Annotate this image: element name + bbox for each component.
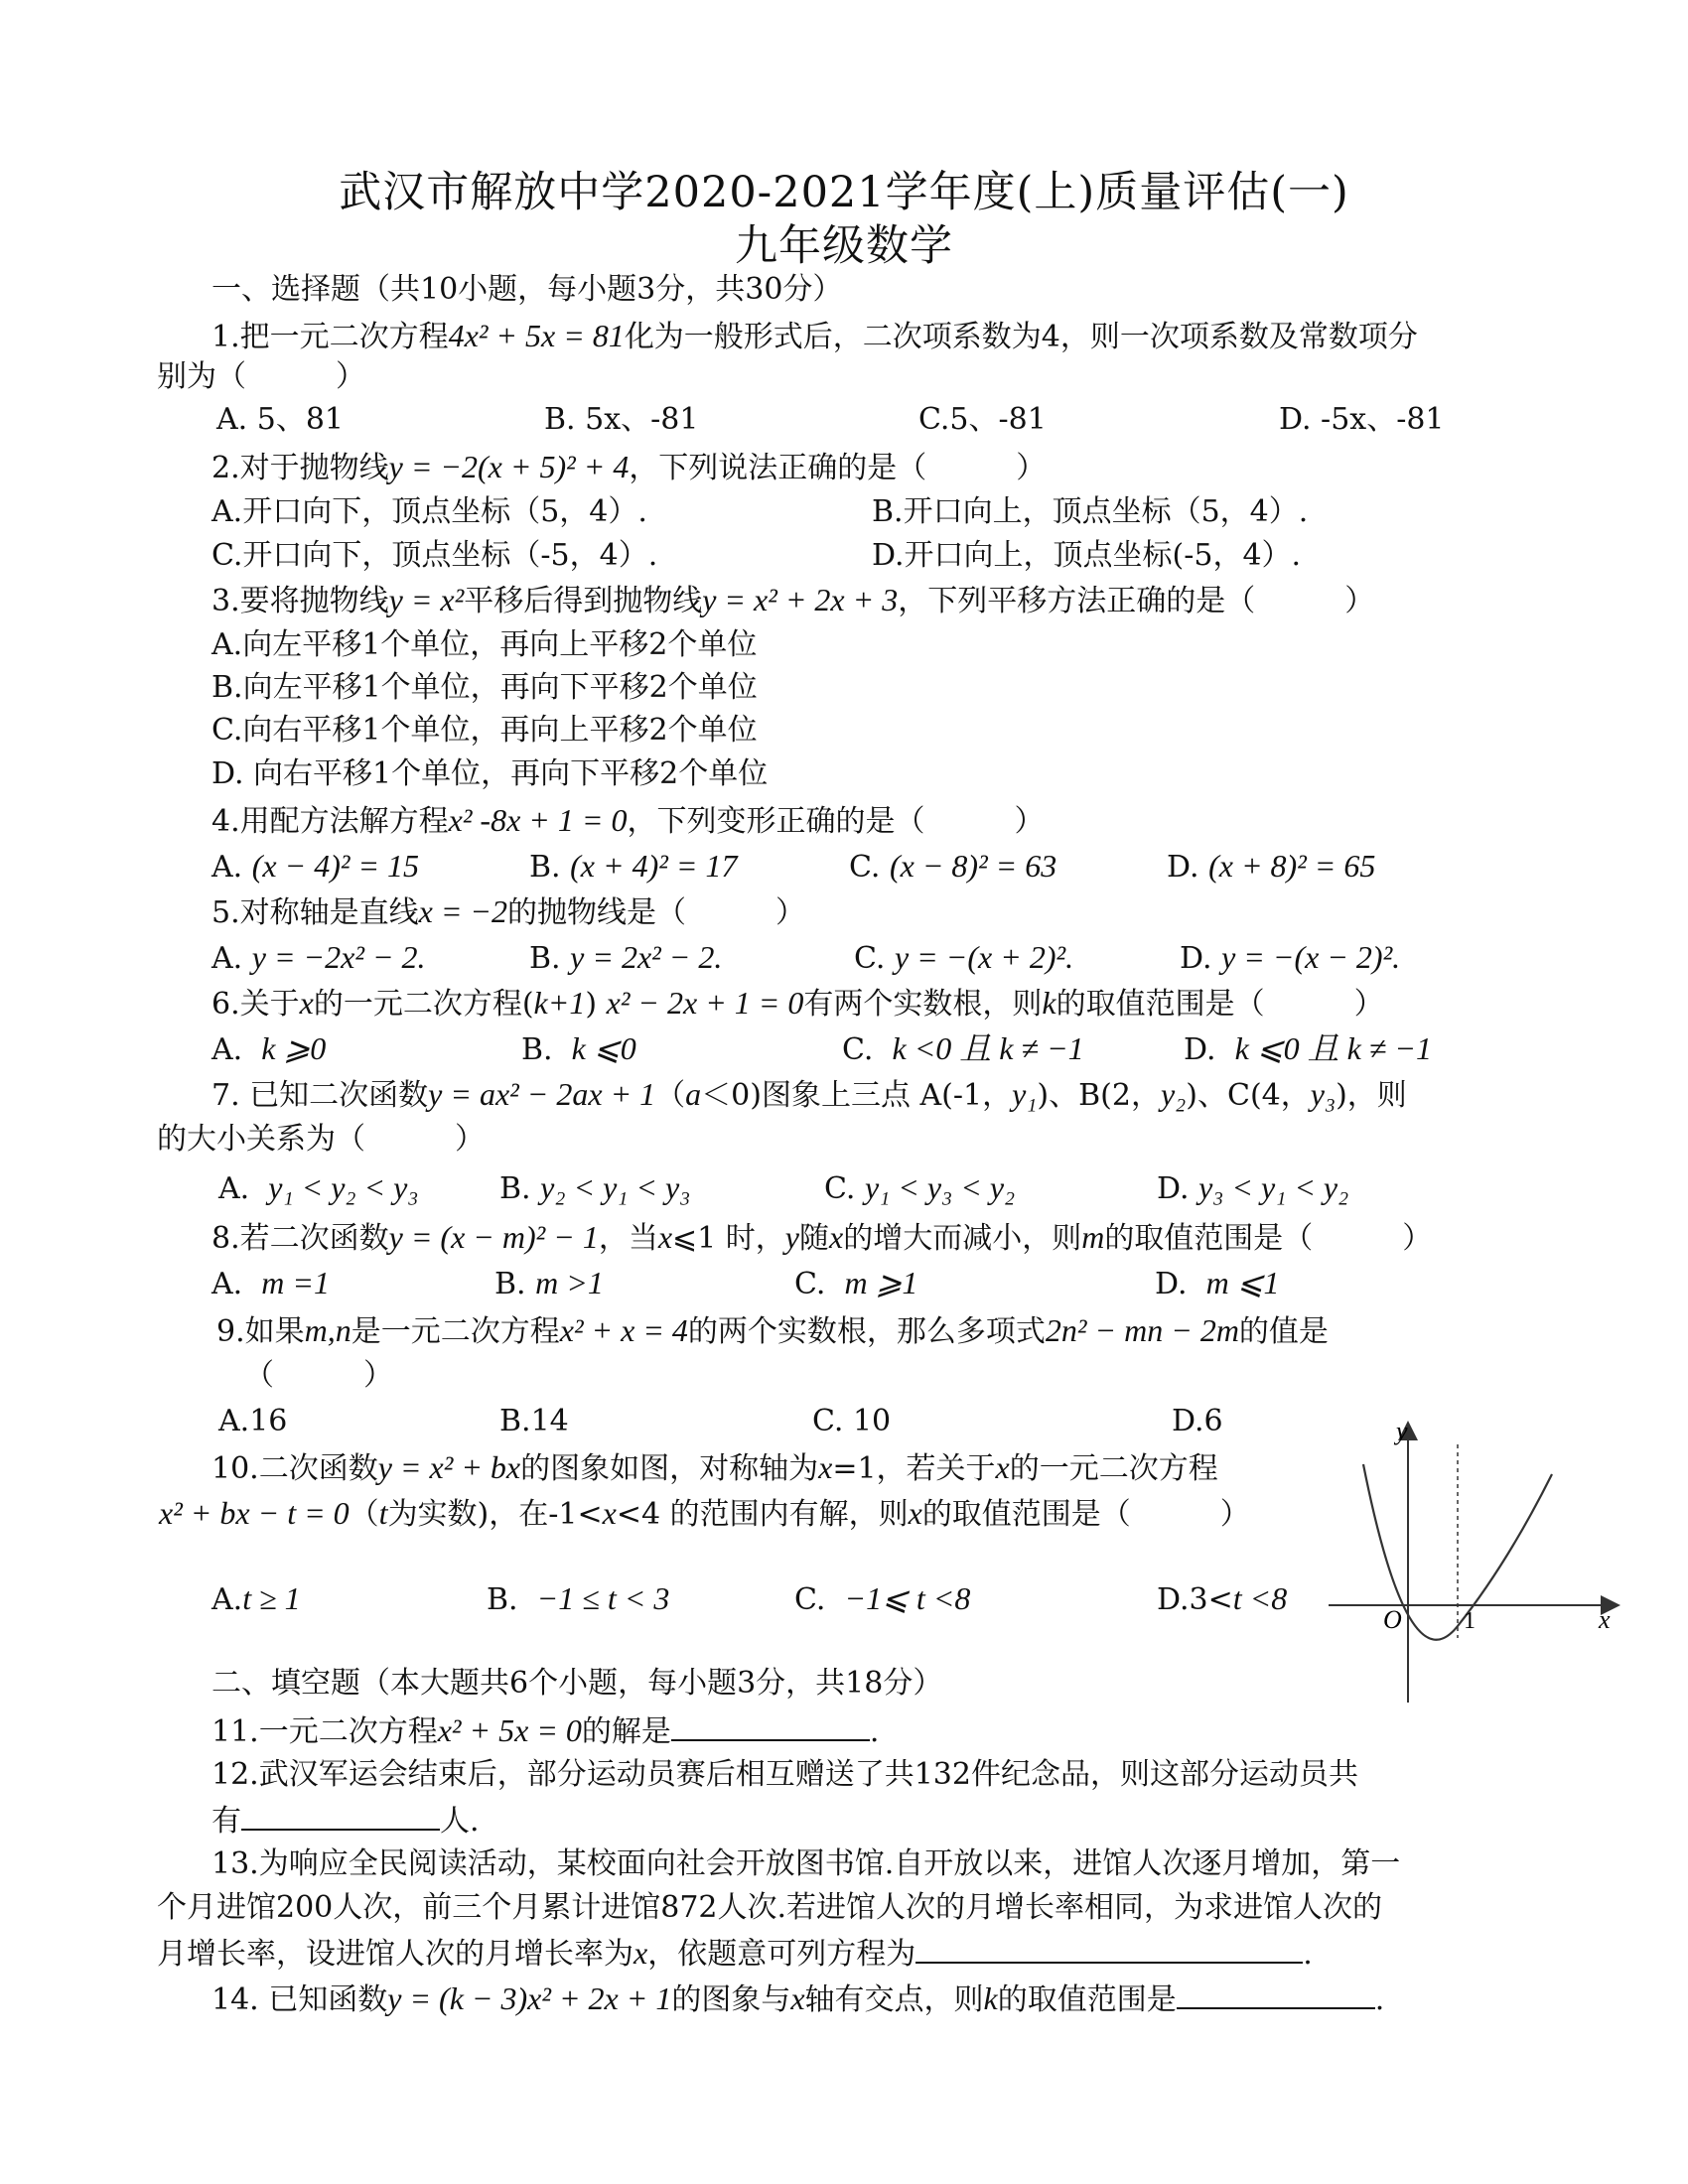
question-5-option-b — [529, 937, 722, 979]
question-14-period: . — [1374, 1982, 1385, 2017]
question-14-text-c: 轴有交点，则 — [804, 1982, 984, 2017]
question-6-option-a — [211, 1028, 326, 1070]
question-1-text-a: 1.把一元二次方程 — [211, 320, 449, 354]
option-label: B. — [499, 1171, 531, 1206]
question-10-text-g: <4 的范围内有解，则 — [616, 1497, 909, 1532]
option-label: C. — [794, 1582, 826, 1617]
question-10-var-x: x — [995, 1449, 1010, 1485]
question-6-stem — [211, 983, 1384, 1024]
question-1-option-c: C.5、-81 — [918, 402, 1047, 437]
question-3-text-a: 3.要将抛物线 — [211, 584, 389, 618]
question-6-var-k: k — [1042, 985, 1056, 1021]
option-label: D.3< — [1157, 1582, 1233, 1617]
question-13-var-x: x — [633, 1935, 648, 1971]
answer-blank[interactable] — [241, 1799, 440, 1831]
question-2-text-b: ，下列说法正确的是（ ） — [629, 451, 1047, 485]
question-7-y2: y₂ — [1160, 1076, 1187, 1112]
question-7-text-b: （ — [655, 1078, 686, 1113]
answer-blank[interactable] — [671, 1709, 870, 1741]
question-14-var-k: k — [983, 1980, 998, 2016]
option-label: C. — [842, 1032, 874, 1067]
question-10-text-a: 10.二次函数 — [211, 1451, 378, 1486]
question-8-text-a: 8.若二次函数 — [211, 1221, 389, 1256]
question-9-option-d: D.6 — [1172, 1404, 1223, 1438]
option-math: y₃ < y₁ < y₂ — [1198, 1169, 1349, 1205]
question-7-equation: y = ax² − 2ax + 1 — [428, 1076, 656, 1112]
question-3-equation-2: y = x² + 2x + 3 — [702, 582, 899, 617]
question-6-option-d — [1184, 1028, 1432, 1070]
option-label: A. — [211, 1267, 243, 1301]
question-8-text-e: 的增大而减小，则 — [843, 1221, 1082, 1256]
question-6-text-a: 6.关于 — [211, 987, 300, 1022]
option-label: C. — [824, 1171, 856, 1206]
question-13-line-2: 个月进馆200人次，前三个月累计进馆872人次.若进馆人次的月增长率相同，为求进馆人次的 — [157, 1890, 1383, 1925]
option-math: m ⩽1 — [1205, 1265, 1280, 1300]
question-9-text-a: 9.如果 — [216, 1314, 305, 1349]
question-5-option-c — [854, 937, 1073, 979]
question-3-equation-1: y = x² — [388, 582, 465, 617]
option-label: D. — [1180, 941, 1212, 976]
question-9-stem-cont: （ ） — [244, 1358, 393, 1393]
option-label: A. — [211, 1032, 243, 1067]
question-10-option-d — [1157, 1578, 1287, 1620]
question-11-equation: x² + 5x = 0 — [437, 1712, 582, 1748]
exam-title: 武汉市解放中学2020-2021学年度(上)质量评估(一) — [339, 168, 1349, 217]
option-math: (x − 4)² = 15 — [251, 848, 420, 884]
question-5-option-a — [211, 937, 426, 979]
question-2-text-a: 2.对于抛物线 — [211, 451, 389, 485]
question-1-stem-cont: 别为（ ） — [157, 359, 365, 394]
section-heading-choice: 一、选择题（共10小题，每小题3分，共30分） — [211, 272, 843, 307]
question-8-text-f: 的取值范围是（ ） — [1104, 1221, 1433, 1256]
option-math: y = 2x² − 2. — [570, 939, 723, 975]
question-9-text-c: 的两个实数根，那么多项式 — [687, 1314, 1046, 1349]
question-12-stem: 12.武汉军运会结束后，部分运动员赛后相互赠送了共132件纪念品，则这部分运动员共 — [211, 1757, 1358, 1792]
question-7-text-d: )、B(2， — [1037, 1078, 1161, 1113]
question-8-option-d — [1155, 1263, 1280, 1304]
question-7-option-c — [824, 1167, 1015, 1209]
question-6-text-c: ) — [585, 987, 598, 1022]
question-13-line-3 — [157, 1932, 1313, 1975]
question-10-var-x: x — [818, 1449, 833, 1485]
option-math: (x + 4)² = 17 — [570, 848, 738, 884]
question-5-text-a: 5.对称轴是直线 — [211, 895, 419, 930]
option-math: −1⩽ t <8 — [844, 1580, 971, 1616]
option-math: m =1 — [261, 1265, 330, 1300]
question-10-text-b: 的图象如图，对称轴为 — [520, 1451, 819, 1486]
option-label: A. — [218, 1171, 250, 1206]
question-9-text-b: 是一元二次方程 — [351, 1314, 560, 1349]
question-9-vars: m,n — [304, 1312, 352, 1348]
question-4-text-b: ，下列变形正确的是（ ） — [627, 804, 1045, 839]
option-label: D. — [1167, 850, 1199, 885]
question-11-period: . — [869, 1714, 880, 1749]
question-11-text-a: 11.一元二次方程 — [211, 1714, 438, 1749]
option-math: y₁ < y₂ < y₃ — [268, 1169, 419, 1205]
question-8-option-c — [794, 1263, 917, 1304]
question-9-option-b: B.14 — [499, 1404, 569, 1438]
option-label: A. — [211, 1582, 243, 1617]
question-1-equation: 4x² + 5x = 81 — [448, 318, 625, 353]
question-1-option-a: A. 5、81 — [216, 402, 344, 437]
question-7-y3: y₃ — [1310, 1076, 1336, 1112]
question-5-equation: x = −2 — [418, 893, 508, 929]
question-2-stem — [211, 447, 1046, 488]
question-8-var-x: x — [657, 1219, 673, 1255]
question-4-option-d — [1167, 846, 1375, 887]
question-13-text-b: ，依题意可列方程为 — [647, 1937, 916, 1972]
option-math: y = −(x − 2)². — [1221, 939, 1401, 975]
answer-blank[interactable] — [1177, 1978, 1375, 2009]
option-label: B. — [487, 1582, 518, 1617]
question-7-option-d — [1157, 1167, 1348, 1209]
question-10-equation-2: x² + bx − t = 0 — [159, 1495, 350, 1531]
question-10-text-d: 的一元二次方程 — [1009, 1451, 1218, 1486]
question-10-var-t: t — [378, 1495, 388, 1531]
option-math: (x + 8)² = 65 — [1208, 848, 1376, 884]
option-label: D. — [1184, 1032, 1216, 1067]
question-10-var-x: x — [908, 1495, 922, 1531]
question-10-option-c — [794, 1578, 970, 1620]
question-10-text-h: 的取值范围是（ ） — [921, 1497, 1250, 1532]
question-8-stem — [211, 1217, 1432, 1259]
question-8-var-x2: x — [829, 1219, 844, 1255]
question-7-stem — [211, 1074, 1407, 1116]
question-9-stem — [216, 1310, 1329, 1352]
question-9-text-d: 的值是 — [1238, 1314, 1329, 1349]
question-7-option-a — [218, 1167, 418, 1209]
question-10-stem-cont — [159, 1493, 1250, 1535]
question-4-option-a — [211, 846, 419, 887]
option-math: m ⩾1 — [844, 1265, 918, 1300]
option-label: D. — [1155, 1267, 1188, 1301]
question-10-option-b — [487, 1578, 669, 1620]
question-8-var-y: y — [784, 1219, 799, 1255]
question-2-option-a: A.开口向下，顶点坐标（5，4）. — [211, 494, 647, 529]
option-label: C. — [794, 1267, 826, 1301]
question-8-text-b: ，当 — [598, 1221, 658, 1256]
question-14-var-x: x — [790, 1980, 805, 2016]
parabola-graph — [1329, 1415, 1626, 1703]
question-14-stem — [211, 1978, 1384, 2020]
question-14-text-d: 的取值范围是 — [997, 1982, 1177, 2017]
option-math: k ⩽0 — [571, 1030, 636, 1066]
question-3-option-d: D. 向右平移1个单位，再向下平移2个单位 — [211, 756, 769, 791]
question-10-text-f: 为实数)，在-1< — [387, 1497, 603, 1532]
question-4-equation: x² -8x + 1 = 0 — [448, 802, 628, 838]
question-11-stem — [211, 1709, 879, 1752]
question-13-line-1: 13.为响应全民阅读活动，某校面向社会开放图书馆.自开放以来，进馆人次逐月增加，第一 — [211, 1846, 1401, 1881]
option-math: t <8 — [1232, 1580, 1288, 1616]
option-math: k ⩾0 — [261, 1030, 327, 1066]
question-6-coef: k+1 — [533, 985, 586, 1021]
question-2-option-d: D.开口向上，顶点坐标(-5，4）. — [872, 538, 1302, 573]
option-math: y₂ < y₁ < y₃ — [540, 1169, 691, 1205]
y-axis-label: y — [1396, 1417, 1408, 1445]
question-4-text-a: 4.用配方法解方程 — [211, 804, 449, 839]
question-7-var-a: a — [685, 1076, 702, 1112]
question-10-var-x: x — [602, 1495, 617, 1531]
question-13-period: . — [1303, 1937, 1313, 1972]
question-3-option-a: A.向左平移1个单位，再向上平移2个单位 — [211, 627, 758, 662]
question-5-option-d — [1180, 937, 1400, 979]
question-8-equation: y = (x − m)² − 1 — [388, 1219, 599, 1255]
option-label: B. — [529, 941, 561, 976]
question-6-text-d: 有两个实数根，则 — [803, 987, 1043, 1022]
question-11-text-b: 的解是 — [581, 1714, 671, 1749]
question-10-stem — [211, 1447, 1218, 1489]
question-6-option-b — [521, 1028, 636, 1070]
option-math: y = −2x² − 2. — [251, 939, 426, 975]
question-6-text-b: 的一元二次方程( — [313, 987, 534, 1022]
question-12-end: 人. — [440, 1804, 480, 1839]
question-3-option-b: B.向左平移1个单位，再向下平移2个单位 — [211, 670, 758, 705]
x-axis-label: x — [1599, 1605, 1611, 1634]
option-label: C. — [854, 941, 886, 976]
question-10-option-a — [211, 1578, 301, 1620]
option-math: k ⩽0 且 k ≠ −1 — [1234, 1030, 1432, 1066]
question-7-text-e: )、C(4， — [1186, 1078, 1311, 1113]
question-2-equation: y = −2(x + 5)² + 4 — [388, 449, 630, 484]
question-7-stem-cont: 的大小关系为（ ） — [157, 1122, 485, 1157]
question-7-text-a: 7. 已知二次函数 — [211, 1078, 429, 1113]
question-3-option-c: C.向右平移1个单位，再向上平移2个单位 — [211, 713, 758, 748]
question-10-text-e: （ — [349, 1497, 379, 1532]
question-4-option-c — [849, 846, 1056, 887]
question-4-stem — [211, 800, 1044, 842]
question-1-stem — [211, 316, 1418, 357]
question-2-option-b: B.开口向上，顶点坐标（5，4）. — [872, 494, 1309, 529]
answer-blank[interactable] — [915, 1932, 1303, 1964]
option-math: −1 ≤ t < 3 — [536, 1580, 670, 1616]
option-math: m >1 — [535, 1265, 604, 1300]
question-6-option-c — [842, 1028, 1084, 1070]
question-12-stem-cont — [211, 1799, 480, 1842]
option-label: A. — [211, 850, 243, 885]
question-14-text-a: 14. 已知函数 — [211, 1982, 388, 2017]
tick-label-1: 1 — [1464, 1608, 1476, 1634]
question-14-equation: y = (k − 3)x² + 2x + 1 — [387, 1980, 672, 2016]
option-math: y₁ < y₃ < y₂ — [864, 1169, 1016, 1205]
question-1-option-d: D. -5x、-81 — [1279, 402, 1445, 437]
question-4-option-b — [529, 846, 737, 887]
question-8-text-d: 随 — [799, 1221, 829, 1256]
question-10-text-c: =1，若关于 — [832, 1451, 996, 1486]
question-6-equation: x² − 2x + 1 = 0 — [606, 985, 804, 1021]
option-math: (x − 8)² = 63 — [889, 848, 1057, 884]
question-3-text-b: 平移后得到抛物线 — [464, 584, 703, 618]
question-7-text-c: ＜0)图象上三点 A(-1， — [701, 1078, 1013, 1113]
question-5-text-b: 的抛物线是（ ） — [507, 895, 806, 930]
option-math: y = −(x + 2)². — [894, 939, 1074, 975]
question-1-option-b: B. 5x、-81 — [544, 402, 699, 437]
question-14-text-b: 的图象与 — [671, 1982, 791, 2017]
question-10-equation: y = x² + bx — [377, 1449, 521, 1485]
question-8-var-m: m — [1081, 1219, 1105, 1255]
option-label: B. — [529, 850, 561, 885]
exam-subtitle: 九年级数学 — [735, 221, 953, 271]
question-5-stem — [211, 891, 805, 933]
option-label: A. — [211, 941, 243, 976]
origin-label: O — [1383, 1605, 1402, 1634]
question-13-text-a: 月增长率，设进馆人次的月增长率为 — [157, 1937, 633, 1972]
question-12-text-b: 有 — [211, 1804, 241, 1839]
question-7-text-f: )，则 — [1336, 1078, 1407, 1113]
question-9-option-c: C. 10 — [812, 1404, 892, 1438]
question-7-option-b — [499, 1167, 690, 1209]
question-6-var-x: x — [299, 985, 314, 1021]
option-label: B. — [521, 1032, 553, 1067]
question-3-text-c: ，下列平移方法正确的是（ ） — [898, 584, 1375, 618]
question-9-polynomial: 2n² − mn − 2m — [1045, 1312, 1239, 1348]
option-label: B. — [494, 1267, 526, 1301]
question-3-stem — [211, 580, 1374, 621]
question-1-text-b: 化为一般形式后，二次项系数为4，则一次项系数及常数项分 — [624, 320, 1418, 354]
question-8-option-b — [494, 1263, 604, 1304]
option-label: C. — [849, 850, 881, 885]
question-9-equation: x² + x = 4 — [559, 1312, 688, 1348]
question-8-text-c: ⩽1 时， — [672, 1221, 785, 1256]
option-math: t ≥ 1 — [242, 1580, 301, 1616]
option-label: D. — [1157, 1171, 1190, 1206]
question-7-y1: y₁ — [1012, 1076, 1038, 1112]
question-9-option-a: A.16 — [218, 1404, 288, 1438]
question-6-text-e: 的取值范围是（ ） — [1055, 987, 1384, 1022]
question-2-option-c: C.开口向下，顶点坐标（-5，4）. — [211, 538, 658, 573]
option-math: k <0 且 k ≠ −1 — [892, 1030, 1084, 1066]
section-heading-fill: 二、填空题（本大题共6个小题，每小题3分，共18分） — [211, 1666, 943, 1701]
question-8-option-a — [211, 1263, 330, 1304]
